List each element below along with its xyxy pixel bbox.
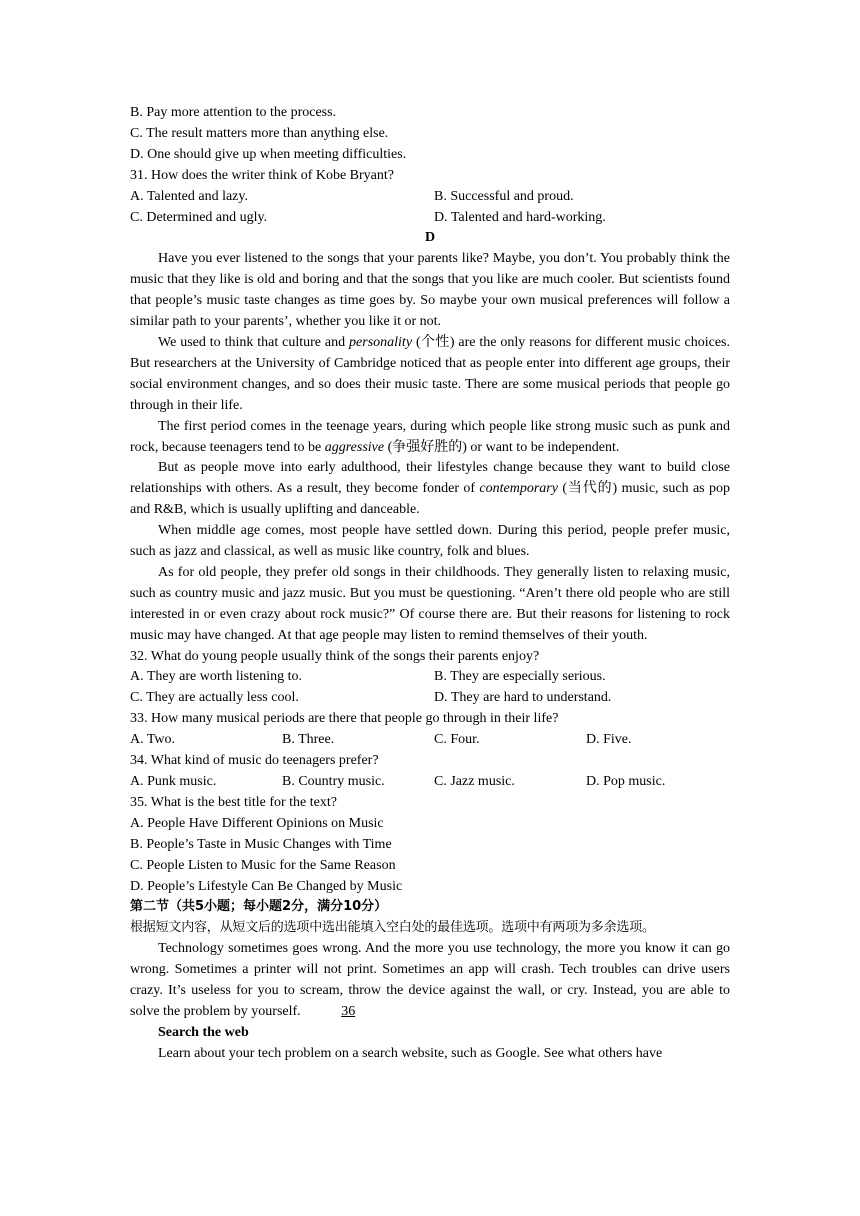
passage-d-paragraph-4: [130, 458, 730, 521]
q31-option-d: D. Talented and hard-working.: [434, 209, 606, 225]
q30-option-c: C. The result matters more than anything else.: [130, 125, 389, 141]
q35-option-d: D. People’s Lifestyle Can Be Changed by Music: [130, 878, 403, 894]
passage-d-label: D: [424, 230, 436, 246]
q34-option-c: C. Jazz music.: [434, 774, 515, 789]
q34-options-row: [130, 772, 730, 793]
q30-option-b: B. Pay more attention to the process.: [130, 105, 337, 120]
q32-options-row-2: [130, 688, 730, 709]
q32-options-row-1: [130, 667, 730, 688]
q31-options-row-2: [130, 208, 730, 229]
p2-keyword: personality: [349, 334, 413, 350]
q32-option-c: C. They are actually less cool.: [130, 690, 299, 706]
p2-text-a: We used to think that culture and: [158, 334, 350, 350]
q34-option-a: A. Punk music.: [130, 774, 217, 789]
q34-option-b: B. Country music.: [282, 774, 385, 789]
q33-question: 33. How many musical periods are there that people go through in their life?: [130, 711, 559, 727]
q35-option-c: C. People Listen to Music for the Same Reason: [130, 857, 396, 873]
section-2-paragraph-1: [130, 939, 730, 1023]
exam-page: [130, 103, 730, 1065]
p4-text-a: But as people move into early adulthood, their lifestyles change because they want to build close relationships with others. As a result, they become fonder of: [130, 460, 730, 497]
q33-option-d: D. Five.: [586, 732, 632, 748]
q33-option-b: B. Three.: [282, 732, 335, 748]
q32-option-a: A. They are worth listening to.: [130, 669, 302, 685]
section-2-p1-text: Technology sometimes goes wrong. And the more you use technology, the more you know it can go wrong. Sometimes a printer will not print. Sometimes an app will crash. Tech troubles can drive users crazy. It’s useless for you to scream, throw the device against the wall, or cry. Instead, you are able to solve the problem by yourself.: [130, 941, 730, 1019]
passage-d-paragraph-6: As for old people, they prefer old songs in their childhoods. They generally listen to relaxing music, such as country music and jazz music. But you must be questioning. “Aren’t there old people who are still interested in or even crazy about rock music?” Of course there are. But their reasons for listening to rock music may have changed. At that age people may listen to remind themselves of their youth.: [130, 564, 730, 643]
passage-d-paragraph-3: [130, 417, 730, 459]
q31-option-c: C. Determined and ugly.: [130, 209, 268, 225]
q32-option-b: B. They are especially serious.: [434, 669, 606, 685]
p4-keyword: contemporary: [479, 481, 558, 497]
passage-d-paragraph-2: [130, 333, 730, 417]
q31-option-b: B. Successful and proud.: [434, 188, 574, 204]
q33-option-c: C. Four.: [434, 732, 480, 748]
p2-text-b: (个性) are the only reasons for different music choices. But researchers at the University of Cambridge noticed that as people enter into different age groups, their social environment changes, and so does their music taste. There are some musical periods that people go through in their life.: [130, 334, 730, 413]
section-2-instruction: 根据短文内容，从短文后的选项中选出能填入空白处的最佳选项。选项中有两项为多余选项。: [130, 920, 655, 936]
q30-option-d: D. One should give up when meeting difficulties.: [130, 146, 407, 162]
p3-text-b: (争强好胜的) or want to be independent.: [384, 439, 620, 455]
q32-question: 32. What do young people usually think of the songs their parents enjoy?: [130, 648, 540, 664]
section-2-subheading: Search the web: [158, 1024, 249, 1040]
q31-question: 31. How does the writer think of Kobe Bryant?: [130, 167, 394, 183]
q35-question: 35. What is the best title for the text?: [130, 794, 337, 810]
q31-option-a: A. Talented and lazy.: [130, 188, 248, 204]
q35-option-a: A. People Have Different Opinions on Music: [130, 815, 384, 831]
p3-text-a: The first period comes in the teenage years, during which people like strong music such as punk and rock, because teenagers tend to be: [130, 418, 730, 455]
q33-option-a: A. Two.: [130, 732, 176, 748]
passage-d-paragraph-5: When middle age comes, most people have settled down. During this period, people prefer music, such as jazz and classical, as well as music like country, folk and blues.: [130, 523, 730, 560]
p4-text-b: (当代的) music, such as pop and R&B, which is usually uplifting and danceable.: [130, 481, 731, 518]
q31-options-row-1: [130, 187, 730, 208]
q34-question: 34. What kind of music do teenagers prefer?: [130, 753, 379, 769]
blank-36: 36: [341, 1003, 356, 1019]
q33-options-row: [130, 730, 730, 751]
q32-option-d: D. They are hard to understand.: [434, 690, 612, 706]
q35-option-b: B. People’s Taste in Music Changes with Time: [130, 836, 392, 852]
p3-keyword: aggressive: [324, 439, 385, 455]
section-2-paragraph-2: Learn about your tech problem on a search website, such as Google. See what others have: [158, 1045, 663, 1061]
passage-d-paragraph-1: Have you ever listened to the songs that your parents like? Maybe, you don’t. You probably think the music that they like is old and boring and that the songs that you like are much cooler. But scientists found that people’s music taste changes as time goes by. So maybe your own musical preferences will follow a similar path to your parents’, whether you like it or not.: [130, 251, 730, 330]
q34-option-d: D. Pop music.: [586, 774, 666, 789]
section-2-heading: 第二节（共5小题；每小题2分，满分10分）: [130, 899, 388, 915]
